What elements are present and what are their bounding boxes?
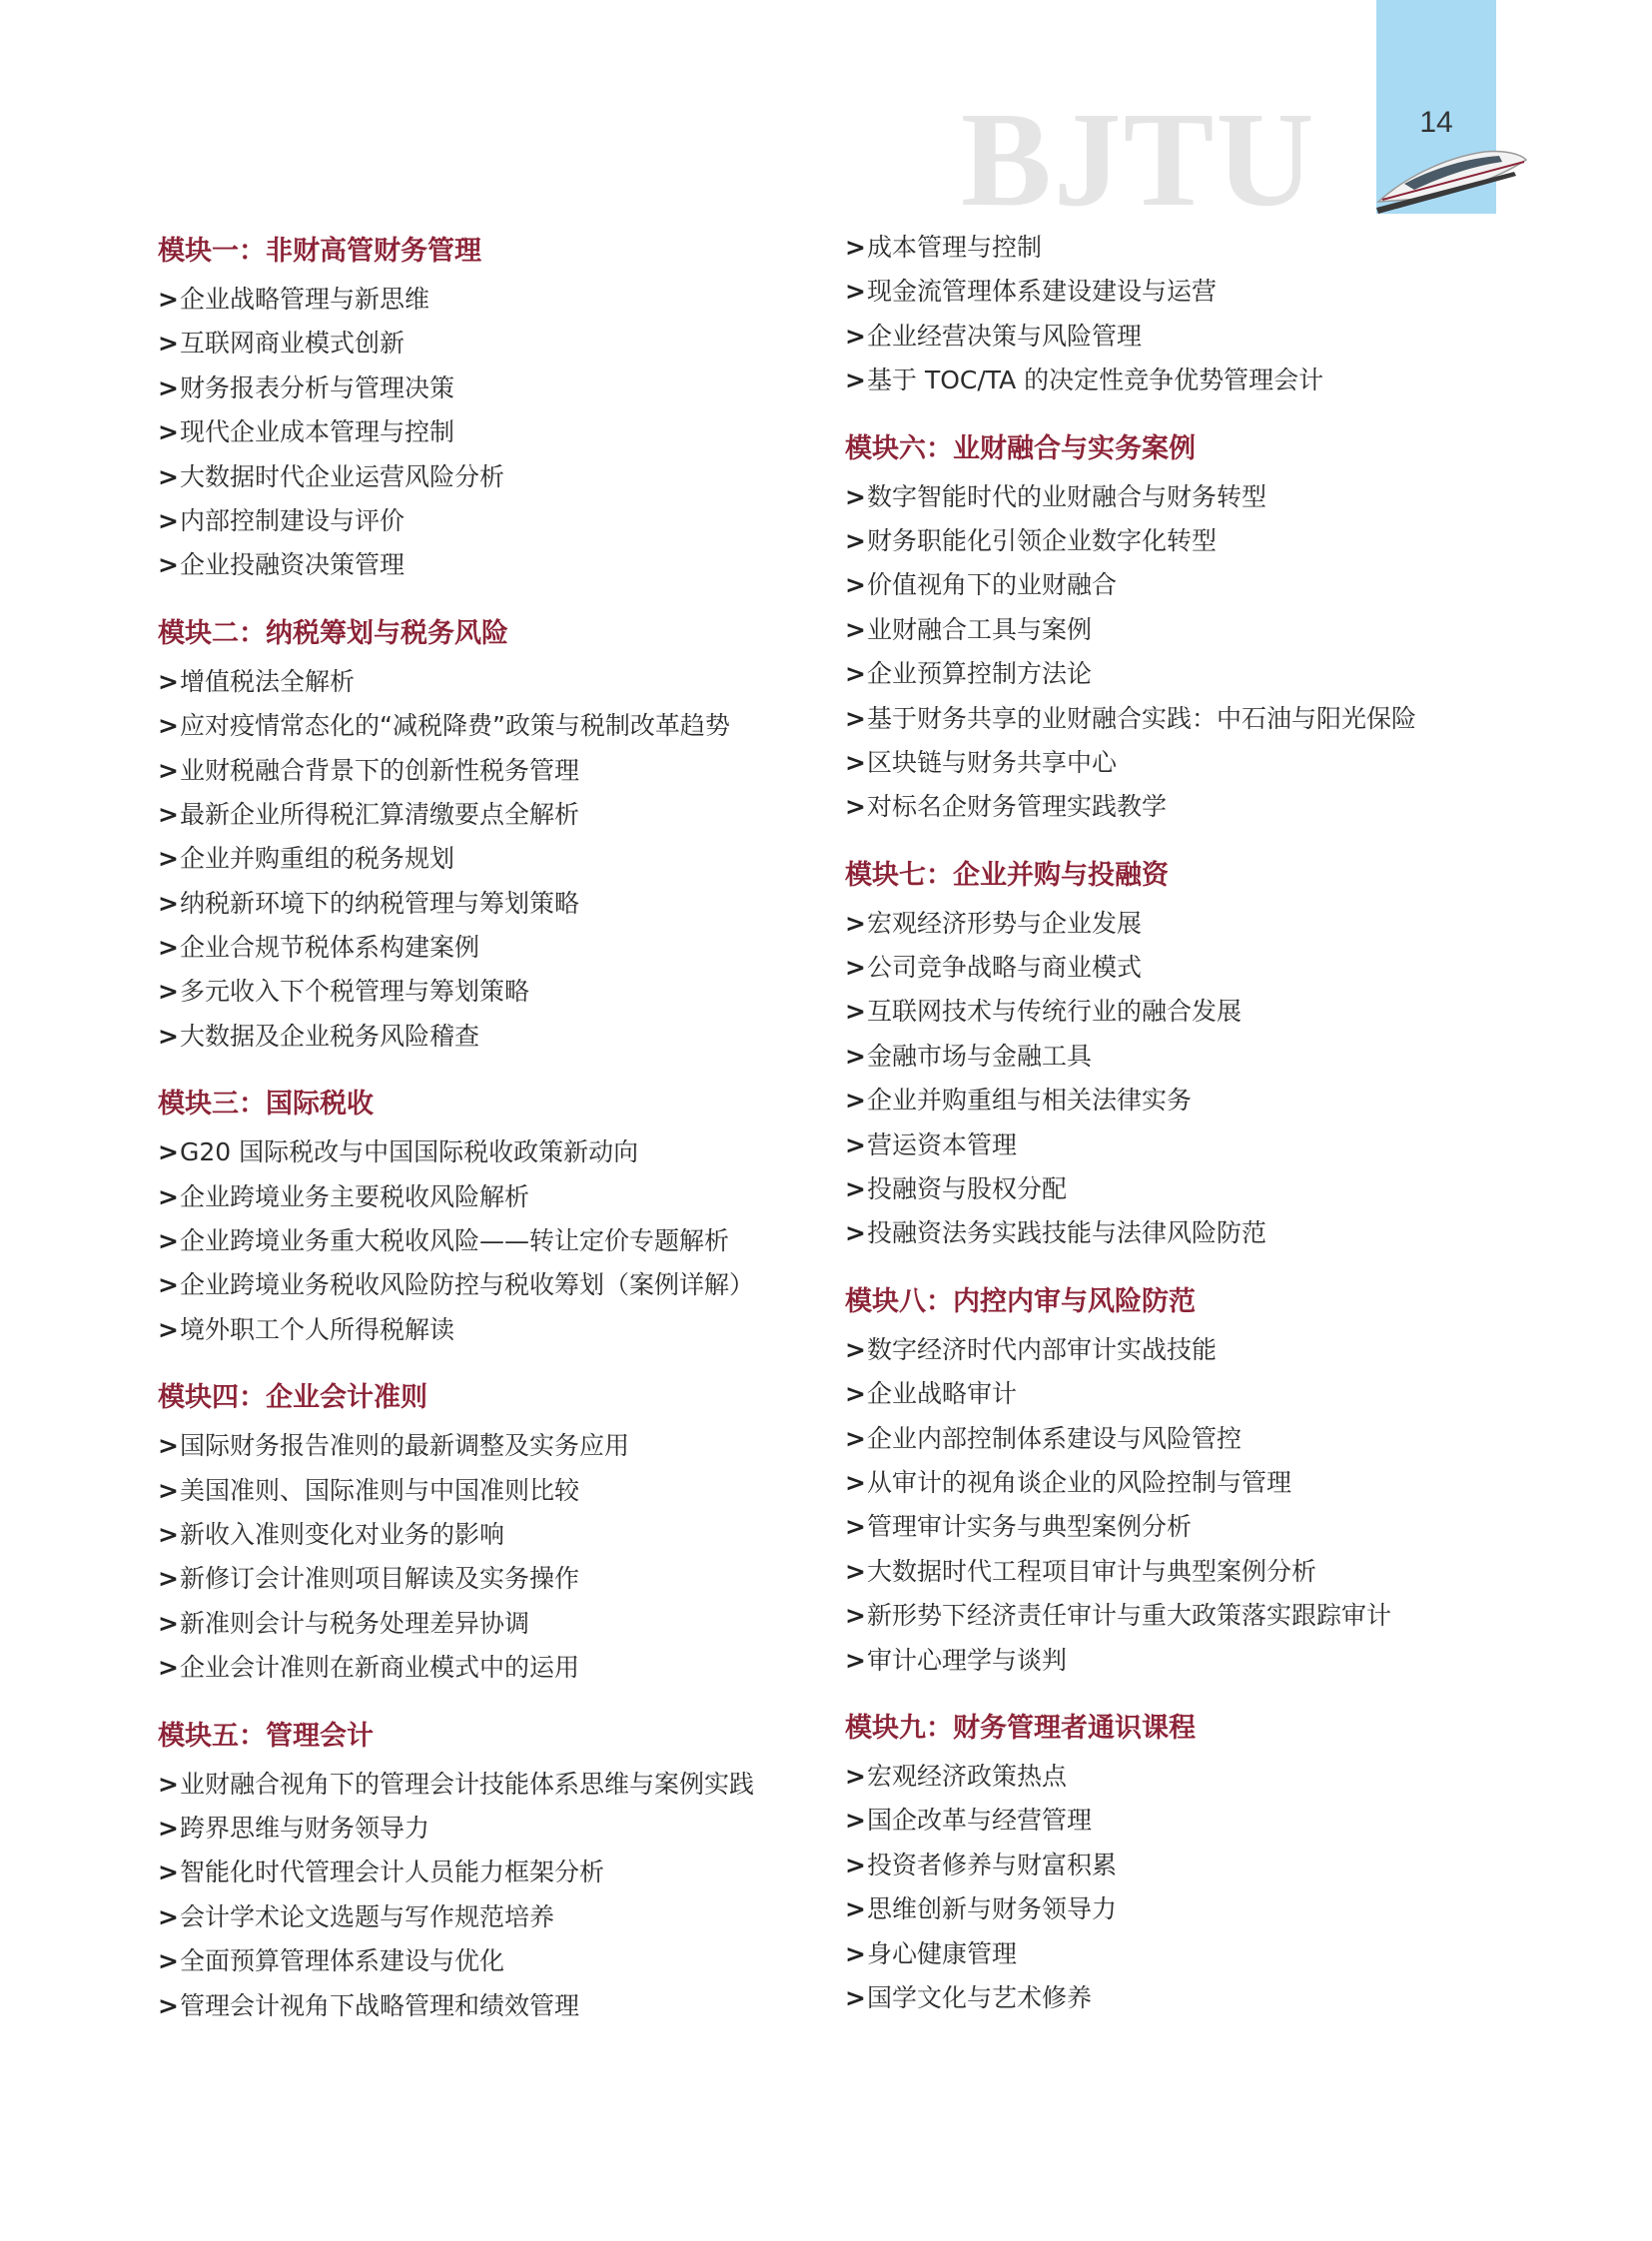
course-item [158, 1763, 754, 1807]
course-item-label: 新收入准则变化对业务的影响 [180, 1519, 505, 1549]
course-item-label: 国企改革与经营管理 [867, 1806, 1093, 1836]
course-item-label: 新修订会计准则项目解读及实务操作 [180, 1564, 580, 1594]
course-item [845, 359, 1416, 402]
course-item [845, 1035, 1416, 1079]
chevron-right-icon: > [845, 321, 866, 351]
course-item-label: 多元收入下个税管理与筹划策略 [180, 977, 530, 1007]
chevron-right-icon: > [158, 1475, 179, 1505]
module-title: 模块一：非财高管财务管理 [158, 236, 481, 267]
course-item-label: 智能化时代管理会计人员能力框架分析 [180, 1858, 605, 1887]
course-item-label: 全面预算管理体系建设与优化 [180, 1946, 505, 1976]
chevron-right-icon: > [158, 1990, 179, 2020]
course-item-label: 数字经济时代内部审计实战技能 [867, 1334, 1218, 1364]
course-item [158, 1513, 754, 1557]
course-item [158, 1807, 754, 1851]
course-item-label: 宏观经济形势与企业发展 [867, 908, 1143, 938]
chevron-right-icon: > [845, 1938, 866, 1968]
course-item [158, 793, 754, 837]
course-item-label: 境外职工个人所得税解读 [180, 1314, 455, 1344]
chevron-right-icon: > [158, 1901, 179, 1931]
course-item-label: 最新企业所得税汇算清缴要点全解析 [180, 799, 580, 829]
course-item-label: 身心健康管理 [867, 1938, 1018, 1968]
course-item-label: 区块链与财务共享中心 [867, 747, 1118, 777]
course-item-label: 企业合规节税体系构建案例 [180, 933, 480, 963]
course-item-label: 现金流管理体系建设建设与运营 [867, 277, 1218, 307]
course-item [158, 1308, 754, 1352]
chevron-right-icon: > [158, 550, 179, 580]
course-item [845, 1372, 1416, 1416]
course-item-label: 大数据时代企业运营风险分析 [180, 461, 505, 491]
page-number: 14 [1419, 106, 1453, 139]
module-title: 模块九：财务管理者通识课程 [845, 1712, 1196, 1744]
course-item-label: 宏观经济政策热点 [867, 1761, 1068, 1791]
course-item-label: 企业跨境业务税收风险防控与税收筹划（案例详解） [180, 1270, 755, 1300]
course-item [845, 785, 1416, 829]
course-item-label: 互联网商业模式创新 [180, 329, 406, 359]
module-section [845, 423, 1416, 830]
course-item-label: 财务报表分析与管理决策 [180, 373, 455, 402]
course-item [158, 1469, 754, 1513]
chevron-right-icon: > [845, 366, 866, 395]
left-column [158, 226, 754, 2028]
course-item [158, 1851, 754, 1894]
chevron-right-icon: > [158, 888, 179, 918]
course-item [158, 926, 754, 970]
module-title: 模块六：业财融合与实务案例 [845, 432, 1196, 464]
course-item [845, 270, 1416, 314]
chevron-right-icon: > [845, 1334, 866, 1364]
chevron-right-icon: > [845, 908, 866, 938]
course-item [845, 652, 1416, 696]
course-item [158, 970, 754, 1014]
course-item [158, 1175, 754, 1219]
chevron-right-icon: > [158, 666, 179, 696]
module-title: 模块八：内控内审与风险防范 [845, 1285, 1196, 1317]
course-item [845, 946, 1416, 990]
course-item [158, 543, 754, 587]
course-item [845, 1976, 1416, 2020]
course-item-label: 跨界思维与财务领导力 [180, 1813, 430, 1843]
course-item [845, 1505, 1416, 1549]
chevron-right-icon: > [845, 525, 866, 555]
course-item [158, 1015, 754, 1059]
chevron-right-icon: > [158, 1270, 179, 1300]
chevron-right-icon: > [158, 1021, 179, 1051]
chevron-right-icon: > [845, 1850, 866, 1879]
course-item-label: 企业战略审计 [867, 1379, 1018, 1409]
course-item-label: 企业跨境业务主要税收风险解析 [180, 1181, 530, 1211]
course-item-label: 大数据及企业税务风险稽查 [180, 1021, 480, 1051]
course-item-label: 纳税新环境下的纳税管理与筹划策略 [180, 888, 580, 918]
course-item [845, 697, 1416, 741]
module-section [158, 1079, 754, 1352]
course-item [845, 563, 1416, 607]
chevron-right-icon: > [158, 1946, 179, 1976]
course-item [845, 1461, 1416, 1505]
course-item [158, 410, 754, 454]
course-item [158, 1130, 754, 1174]
chevron-right-icon: > [845, 1041, 866, 1071]
chevron-right-icon: > [158, 1519, 179, 1549]
course-item [845, 1844, 1416, 1887]
course-item [845, 1328, 1416, 1372]
course-item [158, 499, 754, 543]
chevron-right-icon: > [845, 1806, 866, 1836]
course-item [845, 902, 1416, 946]
course-item-label: 增值税法全解析 [180, 666, 356, 696]
chevron-right-icon: > [158, 285, 179, 314]
chevron-right-icon: > [158, 1181, 179, 1211]
course-item-label: 管理会计视角下战略管理和绩效管理 [180, 1990, 580, 2020]
course-item-label: 企业会计准则在新商业模式中的运用 [180, 1653, 580, 1683]
chevron-right-icon: > [158, 417, 179, 447]
course-item [158, 1895, 754, 1939]
course-item-label: 互联网技术与传统行业的融合发展 [867, 997, 1242, 1027]
course-item-label: 业财税融合背景下的创新性税务管理 [180, 755, 580, 785]
chevron-right-icon: > [158, 1226, 179, 1256]
course-item [158, 455, 754, 499]
module-section [158, 1372, 754, 1690]
course-item-label: 成本管理与控制 [867, 233, 1043, 262]
chevron-right-icon: > [158, 1564, 179, 1594]
chevron-right-icon: > [845, 1086, 866, 1116]
course-item-label: 管理审计实务与典型案例分析 [867, 1512, 1193, 1542]
course-item [158, 837, 754, 881]
watermark: BJTU [961, 85, 1316, 235]
course-item [158, 1557, 754, 1601]
module-section [845, 1276, 1416, 1683]
chevron-right-icon: > [158, 329, 179, 359]
course-item-label: 内部控制建设与评价 [180, 505, 406, 535]
course-item [845, 315, 1416, 359]
course-item-label: 大数据时代工程项目审计与典型案例分析 [867, 1556, 1317, 1586]
chevron-right-icon: > [845, 1423, 866, 1453]
course-item [845, 1755, 1416, 1799]
course-item-label: 从审计的视角谈企业的风险控制与管理 [867, 1467, 1292, 1497]
course-item [845, 1594, 1416, 1638]
course-item [158, 1424, 754, 1468]
course-item [158, 367, 754, 410]
course-item-label: 思维创新与财务领导力 [867, 1894, 1118, 1924]
course-item [845, 226, 1416, 270]
course-item-label: 数字智能时代的业财融合与财务转型 [867, 481, 1267, 511]
chevron-right-icon: > [845, 1894, 866, 1924]
course-item [845, 519, 1416, 563]
course-item-label: 投融资与股权分配 [867, 1174, 1068, 1204]
course-item-label: 业财融合工具与案例 [867, 614, 1093, 644]
chevron-right-icon: > [845, 792, 866, 822]
chevron-right-icon: > [158, 933, 179, 963]
course-item-label: 企业预算控制方法论 [867, 659, 1093, 689]
chevron-right-icon: > [845, 1379, 866, 1409]
chevron-right-icon: > [845, 1601, 866, 1631]
course-item [158, 1263, 754, 1307]
chevron-right-icon: > [158, 1314, 179, 1344]
course-item-label: 新准则会计与税务处理差异协调 [180, 1608, 530, 1638]
chevron-right-icon: > [845, 1174, 866, 1204]
course-item-label: 企业跨境业务重大税收风险——转让定价专题解析 [180, 1226, 730, 1256]
course-item-label: 投融资法务实践技能与法律风险防范 [867, 1218, 1267, 1248]
course-item-label: 企业投融资决策管理 [180, 550, 406, 580]
course-item-label: 企业内部控制体系建设与风险管控 [867, 1423, 1242, 1453]
chevron-right-icon: > [158, 373, 179, 402]
module-title: 模块二：纳税筹划与税务风险 [158, 617, 508, 649]
module-section [845, 1703, 1416, 2020]
chevron-right-icon: > [845, 997, 866, 1027]
course-item-label: 现代企业成本管理与控制 [180, 417, 455, 447]
chevron-right-icon: > [158, 755, 179, 785]
chevron-right-icon: > [845, 614, 866, 644]
chevron-right-icon: > [158, 1858, 179, 1887]
course-item [158, 1984, 754, 2028]
module-section [158, 608, 754, 1060]
course-item [845, 1079, 1416, 1122]
chevron-right-icon: > [158, 1431, 179, 1461]
course-item [158, 704, 754, 748]
chevron-right-icon: > [845, 233, 866, 262]
module-title: 模块七：企业并购与投融资 [845, 859, 1169, 891]
course-item [845, 990, 1416, 1034]
course-item-label: 价值视角下的业财融合 [867, 570, 1118, 600]
module-section [845, 850, 1416, 1256]
course-item-label: 国学文化与艺术修养 [867, 1982, 1093, 2012]
course-item-label: G20 国际税改与中国国际税收政策新动向 [180, 1137, 639, 1167]
course-item-label: 投资者修养与财富积累 [867, 1850, 1118, 1879]
course-item-label: 对标名企财务管理实践教学 [867, 792, 1168, 822]
course-item [158, 322, 754, 366]
train-icon [1374, 138, 1530, 218]
course-item [845, 1799, 1416, 1843]
course-item-label: 企业经营决策与风险管理 [867, 321, 1143, 351]
course-item-label: 新形势下经济责任审计与重大政策落实跟踪审计 [867, 1601, 1392, 1631]
course-item-label: 企业战略管理与新思维 [180, 285, 430, 314]
course-item [845, 1639, 1416, 1683]
chevron-right-icon: > [158, 1137, 179, 1167]
chevron-right-icon: > [845, 1129, 866, 1159]
chevron-right-icon: > [845, 1761, 866, 1791]
chevron-right-icon: > [845, 277, 866, 307]
course-item [845, 1932, 1416, 1976]
course-item [845, 1167, 1416, 1211]
module-section [845, 226, 1416, 403]
module-title: 模块五：管理会计 [158, 1720, 374, 1752]
course-item-label: 美国准则、国际准则与中国准则比较 [180, 1475, 580, 1505]
course-item [845, 1123, 1416, 1167]
course-item [158, 882, 754, 926]
course-item [158, 1219, 754, 1263]
chevron-right-icon: > [845, 1982, 866, 2012]
course-item-label: 营运资本管理 [867, 1129, 1018, 1159]
course-item-label: 国际财务报告准则的最新调整及实务应用 [180, 1431, 630, 1461]
course-item [845, 1887, 1416, 1931]
course-item-label: 业财融合视角下的管理会计技能体系思维与案例实践 [180, 1769, 755, 1799]
course-item [158, 660, 754, 704]
course-item [158, 1939, 754, 1983]
chevron-right-icon: > [845, 1218, 866, 1248]
course-item [158, 1646, 754, 1690]
course-item [845, 475, 1416, 519]
chevron-right-icon: > [845, 481, 866, 511]
course-item-label: 企业并购重组与相关法律实务 [867, 1086, 1193, 1116]
course-item-label: 应对疫情常态化的“减税降费”政策与税制改革趋势 [180, 711, 730, 741]
chevron-right-icon: > [158, 1769, 179, 1799]
chevron-right-icon: > [158, 799, 179, 829]
chevron-right-icon: > [158, 461, 179, 491]
module-section [158, 1711, 754, 2028]
course-item-label: 审计心理学与谈判 [867, 1645, 1068, 1675]
chevron-right-icon: > [845, 659, 866, 689]
course-item-label: 公司竞争战略与商业模式 [867, 953, 1143, 983]
chevron-right-icon: > [845, 953, 866, 983]
course-item [845, 1417, 1416, 1461]
course-item-label: 会计学术论文选题与写作规范培养 [180, 1901, 555, 1931]
course-item [845, 741, 1416, 785]
chevron-right-icon: > [845, 703, 866, 733]
course-item [845, 1211, 1416, 1255]
course-item [845, 1550, 1416, 1594]
chevron-right-icon: > [158, 1813, 179, 1843]
chevron-right-icon: > [158, 505, 179, 535]
chevron-right-icon: > [845, 570, 866, 600]
chevron-right-icon: > [845, 1645, 866, 1675]
course-item-label: 基于 TOC/TA 的决定性竞争优势管理会计 [867, 366, 1324, 395]
chevron-right-icon: > [845, 747, 866, 777]
chevron-right-icon: > [158, 1653, 179, 1683]
chevron-right-icon: > [845, 1556, 866, 1586]
module-section [158, 226, 754, 588]
chevron-right-icon: > [158, 844, 179, 874]
course-item [158, 1602, 754, 1646]
course-item-label: 基于财务共享的业财融合实践：中石油与阳光保险 [867, 703, 1417, 733]
chevron-right-icon: > [158, 977, 179, 1007]
chevron-right-icon: > [158, 1608, 179, 1638]
course-item-label: 企业并购重组的税务规划 [180, 844, 455, 874]
chevron-right-icon: > [845, 1512, 866, 1542]
right-column [845, 226, 1416, 2020]
course-item [158, 749, 754, 793]
module-title: 模块四：企业会计准则 [158, 1382, 427, 1414]
course-item-label: 财务职能化引领企业数字化转型 [867, 525, 1218, 555]
course-item [845, 608, 1416, 652]
module-title: 模块三：国际税收 [158, 1089, 374, 1120]
chevron-right-icon: > [845, 1467, 866, 1497]
chevron-right-icon: > [158, 711, 179, 741]
course-item [158, 278, 754, 322]
course-item-label: 金融市场与金融工具 [867, 1041, 1093, 1071]
